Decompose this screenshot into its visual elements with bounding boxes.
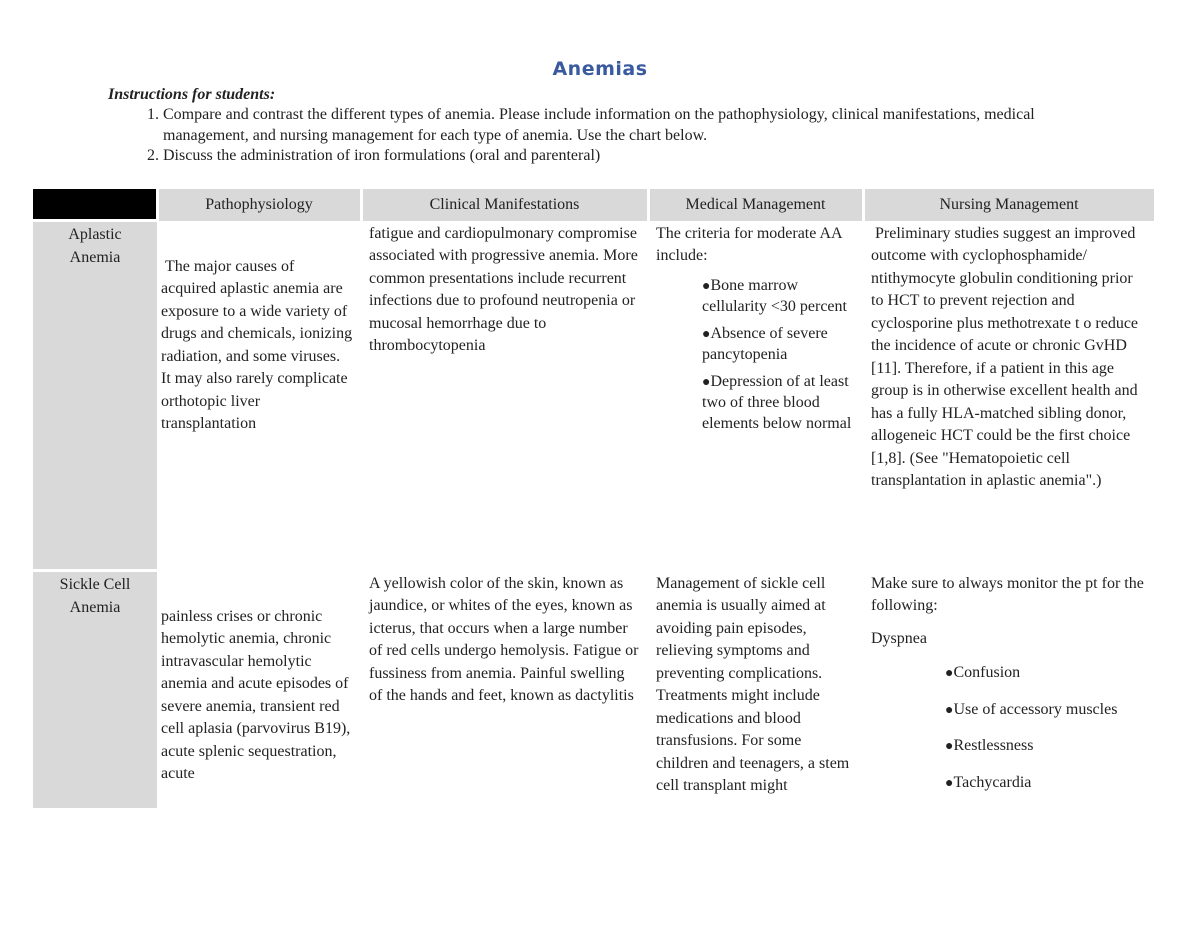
nursing-intro-text: Make sure to always monitor the pt for the following: [871, 574, 1144, 614]
criteria-text: Bone marrow cellularity <30 percent [702, 276, 847, 315]
row-label-aplastic-anemia [33, 221, 157, 571]
cell-medical-management [648, 571, 863, 809]
cell-pathophysiology [157, 571, 361, 809]
instruction-item: 2. Discuss the administration of iron formulations (oral and parenteral) [163, 146, 1053, 167]
list-item [945, 735, 1147, 759]
table-header-row [33, 189, 1155, 221]
row-label-text: Sickle Cell Anemia [59, 576, 131, 616]
cell-clinical-manifestations [361, 221, 648, 571]
document-title: Anemias [552, 58, 648, 80]
pathophysiology-text: The major causes of acquired aplastic anemia are exposure to a wide variety of drugs and chemicals, ionizing radiation, and some viruses. It may also rarely complicate orthotopic liver transplantation [161, 257, 357, 432]
table-row [33, 571, 1155, 809]
header-nursing-management: Nursing Management [863, 189, 1155, 221]
header-medical-management: Medical Management [648, 189, 863, 221]
instructions-heading: Instructions for students: [108, 86, 276, 103]
row-label-sickle-cell-anemia [33, 571, 157, 809]
row-label-text: Aplastic Anemia [68, 226, 122, 266]
clinical-text: A yellowish color of the skin, known as jaundice, or whites of the eyes, known as icterus, that occurs when a large number of red cells undergo hemolysis. Fatigue or fussiness from anemia. Painful swelling of the hands and feet, known as dactylitis [369, 574, 639, 704]
criteria-list [656, 276, 855, 435]
list-item [702, 276, 855, 318]
nursing-first-item: Dyspnea [871, 629, 927, 647]
medical-text: Management of sickle cell anemia is usually aimed at avoiding pain episodes, relieving symptoms and preventing complications. Treatments might include medications and blood transfusions. For some children and teenagers, a stem cell transplant might [656, 574, 850, 794]
list-item [945, 699, 1147, 723]
pathophysiology-text: painless crises or chronic hemolytic anemia, chronic intravascular hemolytic anemia and acute episodes of severe anemia, transient red cell aplasia (parvovirus B19), acute splenic sequestration, acute [161, 607, 351, 782]
bullet-icon: ● [945, 666, 954, 681]
list-item [945, 662, 1147, 686]
instructions-list [108, 105, 1053, 167]
nursing-text: Preliminary studies suggest an improved outcome with cyclophosphamide/ ntithymocyte globulin conditioning prior to HCT to prevent rejection and cyclosporine plus methotrexate t o reduce the incidence of acute or chronic GvHD [11]. Therefore, if a patient in this age group is in otherwise excellent health and has a fully HLA-matched sibling donor, allogeneic HCT could be the first choice [1,8]. (See "Hematopoietic cell transplantation in aplastic anemia".) [871, 224, 1143, 489]
cell-nursing-management [863, 221, 1155, 571]
cell-nursing-management [863, 571, 1155, 809]
header-clinical-manifestations: Clinical Manifestations [361, 189, 648, 221]
symptom-list [871, 662, 1147, 795]
bullet-icon: ● [702, 374, 711, 390]
medical-intro-text: The criteria for moderate AA include: [656, 224, 842, 264]
anemia-comparison-table [33, 189, 1157, 808]
cell-medical-management [648, 221, 863, 571]
criteria-text: Depression of at least two of three blood elements below normal [702, 372, 852, 432]
symptom-text: Use of accessory muscles [953, 700, 1118, 718]
cell-pathophysiology [157, 221, 361, 571]
bullet-icon: ● [945, 775, 954, 791]
list-item [702, 372, 855, 435]
bullet-icon: ● [945, 702, 954, 718]
header-corner-cell [33, 189, 157, 221]
list-item [702, 324, 855, 366]
bullet-icon: ● [702, 278, 711, 294]
criteria-text: Absence of severe pancytopenia [702, 324, 828, 363]
symptom-text: Restlessness [953, 737, 1034, 754]
list-item [945, 772, 1147, 796]
bullet-icon: ● [945, 739, 954, 754]
symptom-text: Tachycardia [953, 773, 1032, 791]
table-row [33, 221, 1155, 571]
clinical-text: fatigue and cardiopulmonary compromise associated with progressive anemia. More common presentations include recurrent infections due to profound neutropenia or mucosal hemorrhage due to thrombocytopenia [369, 224, 638, 354]
bullet-icon: ● [702, 326, 711, 342]
cell-clinical-manifestations [361, 571, 648, 809]
symptom-text: Confusion [953, 664, 1021, 681]
header-pathophysiology: Pathophysiology [157, 189, 361, 221]
instruction-item: 1. Compare and contrast the different types of anemia. Please include information on the pathophysiology, clinical manifestations, medical management, and nursing management for each type of anemia. Use the chart below. [163, 105, 1053, 146]
